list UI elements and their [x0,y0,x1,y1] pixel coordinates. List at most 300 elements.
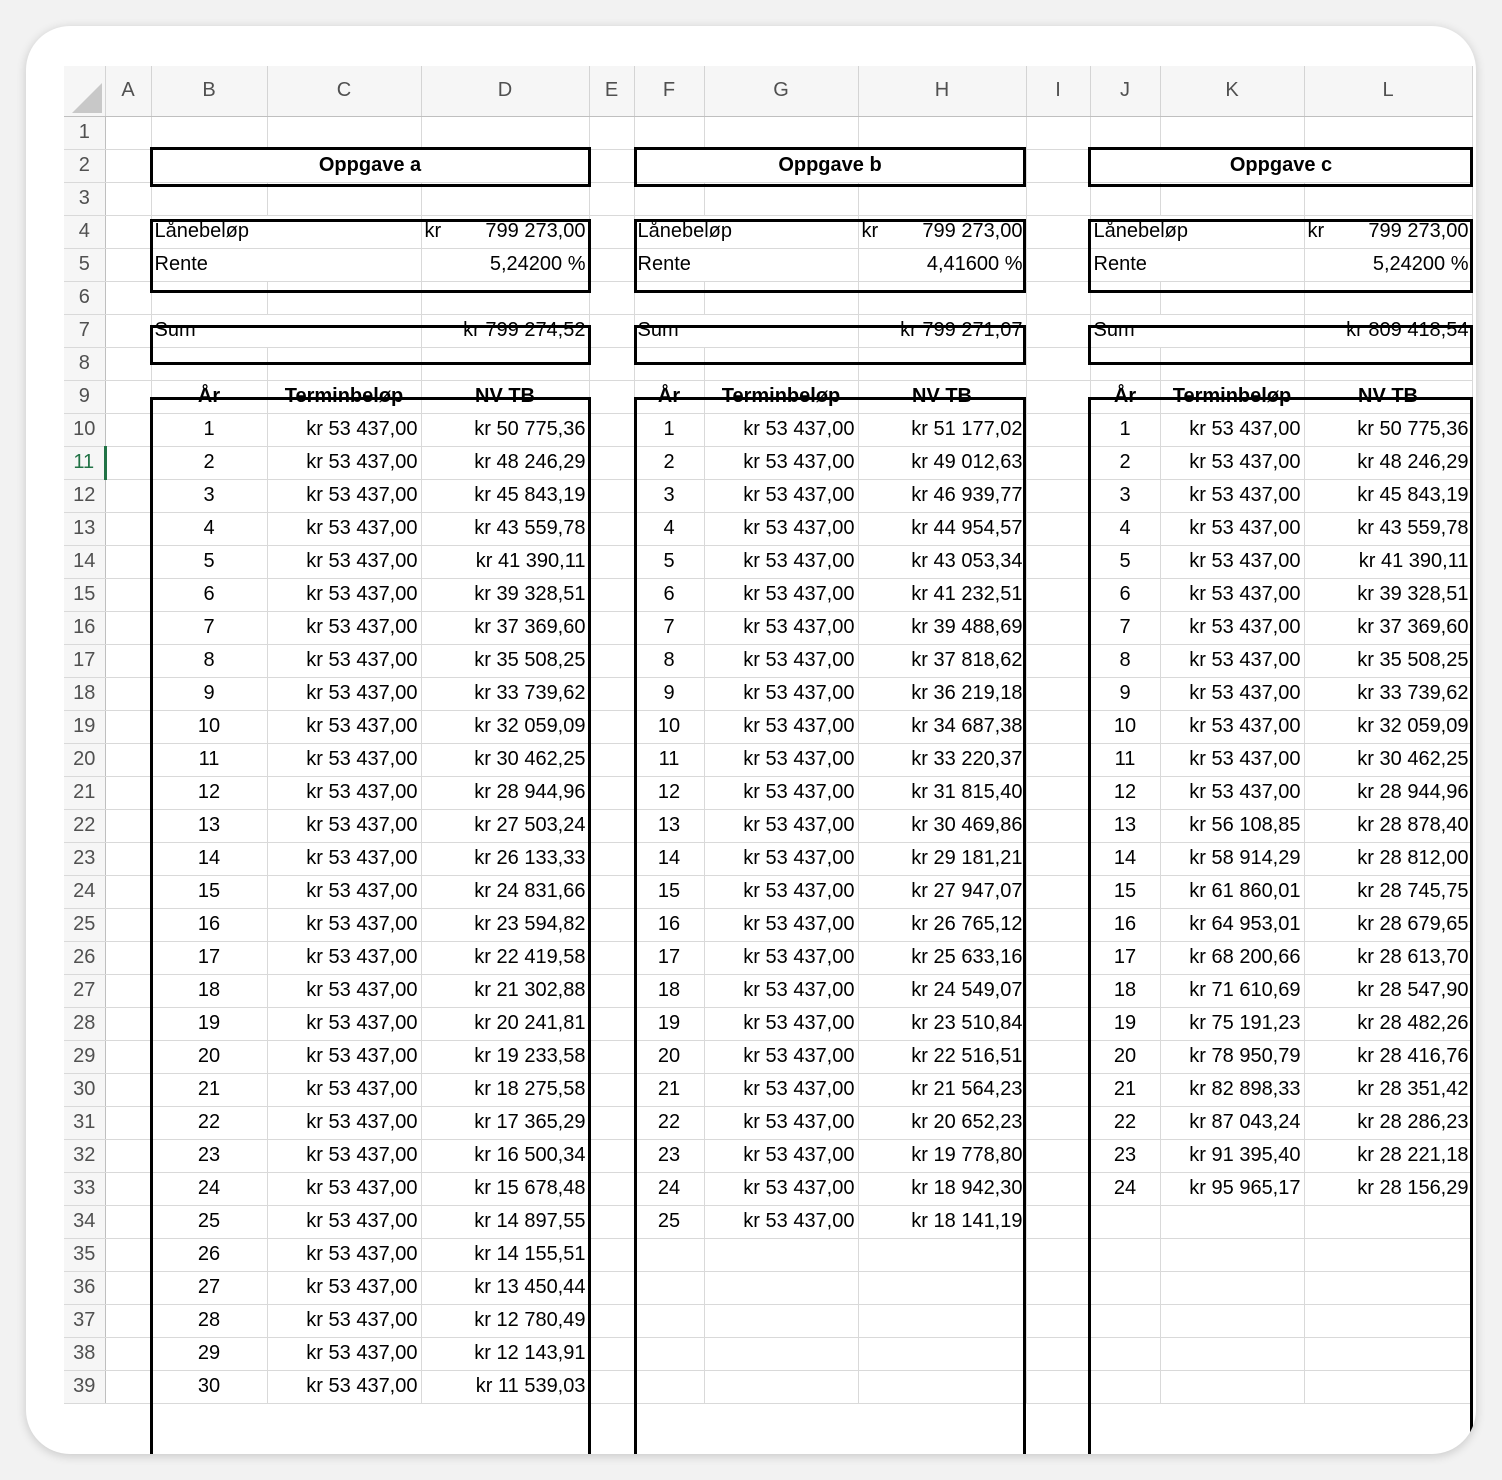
payment-cell[interactable]: kr 53 437,00 [704,479,858,512]
cell[interactable] [1026,644,1090,677]
row-header[interactable]: 17 [64,644,105,677]
cell[interactable] [634,182,704,215]
sum-value[interactable]: kr 799 274,52 [421,314,589,347]
cell[interactable] [105,545,151,578]
year-cell[interactable]: 3 [151,479,267,512]
payment-cell[interactable]: kr 53 437,00 [267,578,421,611]
year-cell[interactable]: 15 [151,875,267,908]
pv-cell[interactable]: kr 15 678,48 [421,1172,589,1205]
pv-cell[interactable]: kr 22 419,58 [421,941,589,974]
col-header-pv[interactable]: NV TB [421,380,589,413]
payment-cell[interactable]: kr 53 437,00 [1160,446,1304,479]
rate-label[interactable]: Rente [1090,248,1304,281]
cell[interactable] [858,116,1026,149]
year-cell[interactable]: 12 [634,776,704,809]
year-cell[interactable]: 12 [1090,776,1160,809]
year-cell[interactable]: 18 [151,974,267,1007]
cell[interactable] [704,1304,858,1337]
payment-cell[interactable]: kr 53 437,00 [267,1271,421,1304]
rate-value[interactable]: 4,41600 % [858,248,1026,281]
payment-cell[interactable]: kr 53 437,00 [267,512,421,545]
cell[interactable] [589,248,634,281]
rate-value[interactable]: 5,24200 % [421,248,589,281]
year-cell[interactable]: 15 [1090,875,1160,908]
cell[interactable] [1304,281,1472,314]
cell[interactable] [105,941,151,974]
year-cell[interactable]: 25 [634,1205,704,1238]
pv-cell[interactable]: kr 20 652,23 [858,1106,1026,1139]
row-header[interactable]: 29 [64,1040,105,1073]
cell[interactable] [1090,281,1160,314]
year-cell[interactable]: 7 [634,611,704,644]
pv-cell[interactable]: kr 18 141,19 [858,1205,1026,1238]
pv-cell[interactable]: kr 34 687,38 [858,710,1026,743]
row-header[interactable]: 36 [64,1271,105,1304]
year-cell[interactable]: 16 [151,908,267,941]
cell[interactable] [589,710,634,743]
pv-cell[interactable]: kr 48 246,29 [421,446,589,479]
col-header-payment[interactable]: Terminbeløp [1160,380,1304,413]
row-header[interactable]: 3 [64,182,105,215]
year-cell[interactable]: 14 [1090,842,1160,875]
col-header-year[interactable]: År [151,380,267,413]
pv-cell[interactable]: kr 14 155,51 [421,1238,589,1271]
cell[interactable] [589,1106,634,1139]
row-header[interactable]: 23 [64,842,105,875]
payment-cell[interactable]: kr 53 437,00 [267,413,421,446]
payment-cell[interactable]: kr 53 437,00 [267,545,421,578]
cell[interactable] [1090,1304,1160,1337]
cell[interactable] [589,1238,634,1271]
year-cell[interactable]: 18 [1090,974,1160,1007]
cell[interactable] [1026,1304,1090,1337]
cell[interactable] [1026,281,1090,314]
cell[interactable] [589,149,634,182]
cell[interactable] [589,281,634,314]
pv-cell[interactable]: kr 26 133,33 [421,842,589,875]
section-title[interactable]: Oppgave c [1090,149,1472,182]
cell[interactable] [1090,1370,1160,1403]
pv-cell[interactable]: kr 27 503,24 [421,809,589,842]
rate-label[interactable]: Rente [634,248,858,281]
year-cell[interactable]: 27 [151,1271,267,1304]
cell[interactable] [105,1304,151,1337]
row-header[interactable]: 20 [64,743,105,776]
pv-cell[interactable]: kr 28 547,90 [1304,974,1472,1007]
cell[interactable] [589,182,634,215]
year-cell[interactable]: 20 [1090,1040,1160,1073]
pv-cell[interactable]: kr 33 739,62 [421,677,589,710]
payment-cell[interactable]: kr 53 437,00 [267,1304,421,1337]
year-cell[interactable]: 16 [1090,908,1160,941]
pv-cell[interactable]: kr 21 564,23 [858,1073,1026,1106]
column-header-f[interactable]: F [634,66,704,116]
year-cell[interactable]: 21 [634,1073,704,1106]
cell[interactable] [421,347,589,380]
payment-cell[interactable]: kr 53 437,00 [704,1205,858,1238]
column-header-d[interactable]: D [421,66,589,116]
cell[interactable] [1090,182,1160,215]
pv-cell[interactable]: kr 44 954,57 [858,512,1026,545]
payment-cell[interactable]: kr 53 437,00 [1160,512,1304,545]
payment-cell[interactable]: kr 53 437,00 [704,1073,858,1106]
cell[interactable] [105,380,151,413]
year-cell[interactable]: 25 [151,1205,267,1238]
row-header[interactable]: 15 [64,578,105,611]
year-cell[interactable]: 7 [151,611,267,644]
cell[interactable] [1160,182,1304,215]
cell[interactable] [105,347,151,380]
payment-cell[interactable]: kr 53 437,00 [267,1106,421,1139]
year-cell[interactable]: 1 [151,413,267,446]
cell[interactable] [589,875,634,908]
column-header-h[interactable]: H [858,66,1026,116]
row-header[interactable]: 39 [64,1370,105,1403]
pv-cell[interactable]: kr 50 775,36 [1304,413,1472,446]
payment-cell[interactable]: kr 53 437,00 [267,1205,421,1238]
pv-cell[interactable]: kr 32 059,09 [1304,710,1472,743]
row-header[interactable]: 10 [64,413,105,446]
cell[interactable] [1026,710,1090,743]
cell[interactable] [589,1007,634,1040]
payment-cell[interactable]: kr 53 437,00 [267,611,421,644]
pv-cell[interactable]: kr 25 633,16 [858,941,1026,974]
cell[interactable] [105,281,151,314]
cell[interactable] [151,182,267,215]
year-cell[interactable]: 23 [151,1139,267,1172]
sum-label[interactable]: Sum [634,314,858,347]
cell[interactable] [589,1205,634,1238]
year-cell[interactable]: 12 [151,776,267,809]
pv-cell[interactable]: kr 45 843,19 [421,479,589,512]
payment-cell[interactable]: kr 53 437,00 [704,578,858,611]
year-cell[interactable]: 2 [634,446,704,479]
payment-cell[interactable]: kr 53 437,00 [704,545,858,578]
cell[interactable] [1304,1205,1472,1238]
payment-cell[interactable]: kr 53 437,00 [704,710,858,743]
cell[interactable] [589,809,634,842]
column-header-j[interactable]: J [1090,66,1160,116]
payment-cell[interactable]: kr 53 437,00 [267,809,421,842]
column-header-e[interactable]: E [589,66,634,116]
row-header[interactable]: 28 [64,1007,105,1040]
cell[interactable] [105,479,151,512]
loan-label[interactable]: Lånebeløp [151,215,421,248]
year-cell[interactable]: 30 [151,1370,267,1403]
cell[interactable] [105,248,151,281]
payment-cell[interactable]: kr 53 437,00 [1160,578,1304,611]
pv-cell[interactable]: kr 43 559,78 [1304,512,1472,545]
cell[interactable] [858,1304,1026,1337]
row-header[interactable]: 8 [64,347,105,380]
cell[interactable] [589,1172,634,1205]
row-header[interactable]: 34 [64,1205,105,1238]
cell[interactable] [589,1337,634,1370]
cell[interactable] [1026,611,1090,644]
year-cell[interactable]: 22 [1090,1106,1160,1139]
cell[interactable] [267,281,421,314]
year-cell[interactable]: 14 [151,842,267,875]
cell[interactable] [1026,446,1090,479]
payment-cell[interactable]: kr 53 437,00 [704,842,858,875]
year-cell[interactable]: 26 [151,1238,267,1271]
cell[interactable] [1090,347,1160,380]
cell[interactable] [1160,1304,1304,1337]
year-cell[interactable]: 23 [1090,1139,1160,1172]
cell[interactable] [589,314,634,347]
cell[interactable] [105,677,151,710]
pv-cell[interactable]: kr 48 246,29 [1304,446,1472,479]
payment-cell[interactable]: kr 53 437,00 [267,1238,421,1271]
payment-cell[interactable]: kr 75 191,23 [1160,1007,1304,1040]
cell[interactable] [1160,1370,1304,1403]
cell[interactable] [105,314,151,347]
pv-cell[interactable]: kr 28 221,18 [1304,1139,1472,1172]
row-header[interactable]: 26 [64,941,105,974]
row-header[interactable]: 37 [64,1304,105,1337]
pv-cell[interactable]: kr 50 775,36 [421,413,589,446]
cell[interactable] [704,116,858,149]
section-title[interactable]: Oppgave a [151,149,589,182]
payment-cell[interactable]: kr 53 437,00 [267,1337,421,1370]
payment-cell[interactable]: kr 53 437,00 [704,941,858,974]
year-cell[interactable]: 19 [151,1007,267,1040]
row-header[interactable]: 4 [64,215,105,248]
pv-cell[interactable]: kr 45 843,19 [1304,479,1472,512]
cell[interactable] [634,1238,704,1271]
pv-cell[interactable]: kr 30 462,25 [421,743,589,776]
cell[interactable] [1026,578,1090,611]
payment-cell[interactable]: kr 78 950,79 [1160,1040,1304,1073]
payment-cell[interactable]: kr 53 437,00 [1160,545,1304,578]
pv-cell[interactable]: kr 18 275,58 [421,1073,589,1106]
pv-cell[interactable]: kr 26 765,12 [858,908,1026,941]
pv-cell[interactable]: kr 16 500,34 [421,1139,589,1172]
pv-cell[interactable]: kr 11 539,03 [421,1370,589,1403]
year-cell[interactable]: 10 [634,710,704,743]
cell[interactable] [634,1304,704,1337]
cell[interactable] [589,776,634,809]
payment-cell[interactable]: kr 87 043,24 [1160,1106,1304,1139]
row-header[interactable]: 21 [64,776,105,809]
cell[interactable] [105,1040,151,1073]
cell[interactable] [105,842,151,875]
year-cell[interactable]: 15 [634,875,704,908]
year-cell[interactable]: 19 [1090,1007,1160,1040]
payment-cell[interactable]: kr 53 437,00 [704,446,858,479]
cell[interactable] [1026,677,1090,710]
row-header[interactable]: 2 [64,149,105,182]
cell[interactable] [105,1073,151,1106]
payment-cell[interactable]: kr 53 437,00 [267,1172,421,1205]
cell[interactable] [105,1370,151,1403]
payment-cell[interactable]: kr 53 437,00 [267,776,421,809]
payment-cell[interactable]: kr 53 437,00 [704,974,858,1007]
year-cell[interactable]: 2 [1090,446,1160,479]
payment-cell[interactable]: kr 53 437,00 [704,1007,858,1040]
pv-cell[interactable]: kr 22 516,51 [858,1040,1026,1073]
pv-cell[interactable]: kr 28 944,96 [421,776,589,809]
row-header[interactable]: 30 [64,1073,105,1106]
row-header[interactable]: 33 [64,1172,105,1205]
pv-cell[interactable]: kr 46 939,77 [858,479,1026,512]
payment-cell[interactable]: kr 53 437,00 [704,809,858,842]
pv-cell[interactable]: kr 39 328,51 [1304,578,1472,611]
cell[interactable] [1304,347,1472,380]
cell[interactable] [858,1271,1026,1304]
cell[interactable] [105,1139,151,1172]
payment-cell[interactable]: kr 53 437,00 [704,908,858,941]
year-cell[interactable]: 6 [1090,578,1160,611]
pv-cell[interactable]: kr 32 059,09 [421,710,589,743]
column-header-b[interactable]: B [151,66,267,116]
loan-amount[interactable] [1304,215,1472,248]
cell[interactable] [634,116,704,149]
cell[interactable] [1026,347,1090,380]
pv-cell[interactable]: kr 14 897,55 [421,1205,589,1238]
pv-cell[interactable]: kr 20 241,81 [421,1007,589,1040]
pv-cell[interactable]: kr 19 778,80 [858,1139,1026,1172]
cell[interactable] [1026,1205,1090,1238]
year-cell[interactable]: 13 [634,809,704,842]
payment-cell[interactable]: kr 53 437,00 [267,446,421,479]
pv-cell[interactable]: kr 23 510,84 [858,1007,1026,1040]
pv-cell[interactable]: kr 37 369,60 [421,611,589,644]
cell[interactable] [1090,1271,1160,1304]
row-header[interactable]: 19 [64,710,105,743]
pv-cell[interactable]: kr 24 831,66 [421,875,589,908]
cell[interactable] [105,611,151,644]
pv-cell[interactable]: kr 12 143,91 [421,1337,589,1370]
cell[interactable] [589,677,634,710]
cell[interactable] [1026,776,1090,809]
cell[interactable] [105,875,151,908]
cell[interactable] [1026,1370,1090,1403]
cell[interactable] [589,974,634,1007]
payment-cell[interactable]: kr 53 437,00 [267,941,421,974]
pv-cell[interactable]: kr 30 462,25 [1304,743,1472,776]
cell[interactable] [1160,347,1304,380]
sum-label[interactable]: Sum [151,314,421,347]
year-cell[interactable]: 1 [1090,413,1160,446]
cell[interactable] [105,974,151,1007]
cell[interactable] [1090,116,1160,149]
year-cell[interactable]: 10 [151,710,267,743]
cell[interactable] [105,809,151,842]
column-header-l[interactable]: L [1304,66,1472,116]
cell[interactable] [704,1238,858,1271]
cell[interactable] [105,182,151,215]
payment-cell[interactable]: kr 53 437,00 [704,776,858,809]
year-cell[interactable]: 11 [1090,743,1160,776]
col-header-pv[interactable]: NV TB [858,380,1026,413]
cell[interactable] [589,743,634,776]
pv-cell[interactable]: kr 41 390,11 [1304,545,1472,578]
cell[interactable] [589,1304,634,1337]
pv-cell[interactable]: kr 23 594,82 [421,908,589,941]
cell[interactable] [704,1370,858,1403]
cell[interactable] [1304,182,1472,215]
payment-cell[interactable]: kr 53 437,00 [1160,710,1304,743]
cell[interactable] [1026,908,1090,941]
year-cell[interactable]: 4 [151,512,267,545]
year-cell[interactable]: 3 [634,479,704,512]
cell[interactable] [105,512,151,545]
cell[interactable] [589,644,634,677]
cell[interactable] [105,1205,151,1238]
pv-cell[interactable]: kr 35 508,25 [1304,644,1472,677]
sum-value[interactable]: kr 809 418,54 [1304,314,1472,347]
cell[interactable] [589,1370,634,1403]
col-header-year[interactable]: År [634,380,704,413]
col-header-pv[interactable]: NV TB [1304,380,1472,413]
payment-cell[interactable]: kr 58 914,29 [1160,842,1304,875]
cell[interactable] [1304,1337,1472,1370]
payment-cell[interactable]: kr 64 953,01 [1160,908,1304,941]
year-cell[interactable]: 5 [634,545,704,578]
loan-label[interactable]: Lånebeløp [1090,215,1304,248]
payment-cell[interactable]: kr 53 437,00 [704,875,858,908]
payment-cell[interactable]: kr 53 437,00 [704,1106,858,1139]
cell[interactable] [589,842,634,875]
section-title[interactable]: Oppgave b [634,149,1026,182]
year-cell[interactable]: 28 [151,1304,267,1337]
cell[interactable] [858,182,1026,215]
cell[interactable] [589,1073,634,1106]
cell[interactable] [105,578,151,611]
payment-cell[interactable]: kr 53 437,00 [267,1073,421,1106]
year-cell[interactable]: 7 [1090,611,1160,644]
year-cell[interactable]: 9 [634,677,704,710]
year-cell[interactable]: 8 [151,644,267,677]
year-cell[interactable]: 11 [151,743,267,776]
cell[interactable] [267,182,421,215]
payment-cell[interactable]: kr 53 437,00 [704,611,858,644]
year-cell[interactable]: 13 [1090,809,1160,842]
cell[interactable] [704,182,858,215]
payment-cell[interactable]: kr 53 437,00 [267,743,421,776]
cell[interactable] [589,215,634,248]
row-header[interactable]: 16 [64,611,105,644]
cell[interactable] [1026,809,1090,842]
cell[interactable] [1304,1370,1472,1403]
cell[interactable] [1026,1238,1090,1271]
cell[interactable] [105,116,151,149]
year-cell[interactable]: 11 [634,743,704,776]
cell[interactable] [858,1337,1026,1370]
cell[interactable] [634,281,704,314]
pv-cell[interactable]: kr 43 053,34 [858,545,1026,578]
cell[interactable] [1026,875,1090,908]
cell[interactable] [1026,1073,1090,1106]
pv-cell[interactable]: kr 31 815,40 [858,776,1026,809]
year-cell[interactable]: 24 [1090,1172,1160,1205]
cell[interactable] [1026,248,1090,281]
cell[interactable] [105,1271,151,1304]
cell[interactable] [634,1337,704,1370]
cell[interactable] [589,1271,634,1304]
pv-cell[interactable]: kr 28 482,26 [1304,1007,1472,1040]
sum-label[interactable]: Sum [1090,314,1304,347]
row-header[interactable]: 31 [64,1106,105,1139]
cell[interactable] [1160,281,1304,314]
cell[interactable] [1160,1271,1304,1304]
pv-cell[interactable]: kr 36 219,18 [858,677,1026,710]
cell[interactable] [1160,1238,1304,1271]
year-cell[interactable]: 3 [1090,479,1160,512]
cell[interactable] [589,545,634,578]
pv-cell[interactable]: kr 37 818,62 [858,644,1026,677]
